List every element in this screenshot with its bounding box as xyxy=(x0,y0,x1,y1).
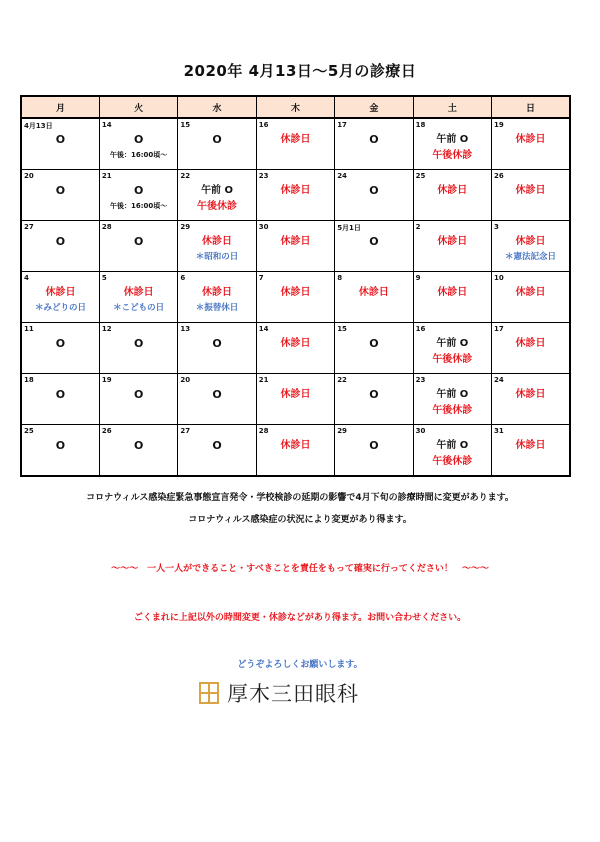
calendar-week-row xyxy=(21,323,570,374)
closed-label: 休診日 xyxy=(280,236,311,247)
calendar-day-cell xyxy=(99,374,177,425)
calendar-day-cell xyxy=(21,425,99,477)
calendar-day-cell xyxy=(492,170,570,221)
weekday-sat: 土 xyxy=(413,96,491,118)
afternoon-note: 午後：16:00頃～ xyxy=(109,202,168,210)
closed-label: 午後休診 xyxy=(197,201,238,212)
calendar-day-cell xyxy=(413,323,491,374)
day-status xyxy=(178,285,255,315)
calendar-day-cell xyxy=(21,272,99,323)
day-number: 11 xyxy=(24,325,34,333)
open-mark: O xyxy=(133,133,144,146)
open-mark: O xyxy=(55,133,66,146)
day-number: 26 xyxy=(101,427,112,435)
day-status xyxy=(178,438,255,454)
day-number: 30 xyxy=(258,223,269,231)
weekday-thu: 木 xyxy=(256,96,334,118)
day-status xyxy=(414,132,491,164)
calendar-day-cell xyxy=(21,118,99,170)
morning-open-label: 午前 O xyxy=(436,134,469,145)
closed-label: 休診日 xyxy=(202,236,233,247)
calendar-week-row xyxy=(21,221,570,272)
day-number: 7 xyxy=(258,274,264,282)
day-status xyxy=(492,285,569,301)
notice-possible-change: コロナウィルス感染症の状況により変更があり得ます。 xyxy=(188,515,412,525)
clinic-name: 厚木三田眼科 xyxy=(227,682,359,706)
morning-open-label: 午前 O xyxy=(436,389,469,400)
open-mark: O xyxy=(369,133,379,146)
closed-label: 休診日 xyxy=(515,287,546,298)
calendar-day-cell xyxy=(178,272,256,323)
day-status xyxy=(178,132,255,148)
notice-schedule-change: コロナウィルス感染症緊急事態宣言発令・学校検診の延期の影響で4月下旬の診療時間に変更があります。 xyxy=(86,493,514,503)
day-number: 20 xyxy=(180,376,191,384)
day-status xyxy=(22,336,99,352)
day-status xyxy=(257,183,334,199)
closed-label: 休診日 xyxy=(123,287,154,298)
closed-label: 休診日 xyxy=(437,185,468,196)
calendar-day-cell xyxy=(413,272,491,323)
closed-label: 休診日 xyxy=(437,236,468,247)
day-number: 22 xyxy=(180,172,191,180)
day-number: 23 xyxy=(258,172,269,180)
calendar-day-cell xyxy=(21,374,99,425)
day-status xyxy=(100,285,177,315)
day-number: 5 xyxy=(101,274,107,282)
closed-label: 休診日 xyxy=(437,287,468,298)
calendar-day-cell xyxy=(99,323,177,374)
day-number: 23 xyxy=(415,376,426,384)
calendar-day-cell xyxy=(99,425,177,477)
day-number: 27 xyxy=(180,427,191,435)
day-status xyxy=(22,234,99,250)
calendar-day-cell xyxy=(99,170,177,221)
notice-thanks: どうぞよろしくお願いします。 xyxy=(237,660,363,670)
open-mark: O xyxy=(369,235,379,248)
day-number: 27 xyxy=(24,223,34,231)
calendar-day-cell xyxy=(492,425,570,477)
day-number: 15 xyxy=(337,325,347,333)
day-status xyxy=(100,387,177,403)
day-status xyxy=(414,234,491,250)
calendar-day-cell xyxy=(21,323,99,374)
holiday-label: ＊憲法記念日 xyxy=(505,252,557,262)
closed-label: 午後休診 xyxy=(432,354,473,365)
day-status xyxy=(257,336,334,352)
day-number: 14 xyxy=(258,325,269,333)
clinic-logo-icon xyxy=(199,682,219,704)
open-mark: O xyxy=(369,388,379,401)
calendar-day-cell xyxy=(178,425,256,477)
closed-label: 休診日 xyxy=(515,134,546,145)
open-mark: O xyxy=(212,388,222,401)
day-status xyxy=(22,183,99,199)
day-status xyxy=(335,336,412,352)
closed-label: 休診日 xyxy=(45,287,76,298)
day-status xyxy=(100,438,177,454)
day-status xyxy=(178,183,255,215)
day-number: 30 xyxy=(415,427,426,435)
calendar-day-cell xyxy=(256,118,334,170)
calendar-day-cell xyxy=(256,221,334,272)
holiday-label: ＊みどりの日 xyxy=(34,303,86,313)
calendar-week-row xyxy=(21,374,570,425)
page-title: 2020年 4月13日～5月の診療日 xyxy=(183,62,417,80)
day-status xyxy=(335,183,412,199)
day-status xyxy=(335,387,412,403)
day-number: 14 xyxy=(101,121,112,129)
calendar-table xyxy=(20,95,571,477)
day-status xyxy=(257,285,334,301)
day-status xyxy=(257,234,334,250)
afternoon-note: 午後：16:00頃～ xyxy=(109,151,168,159)
calendar-day-cell xyxy=(178,118,256,170)
calendar-day-cell xyxy=(413,118,491,170)
closed-label: 休診日 xyxy=(202,287,233,298)
day-number: 18 xyxy=(24,376,34,384)
day-number: 21 xyxy=(101,172,112,180)
closed-label: 休診日 xyxy=(280,185,311,196)
day-number: 22 xyxy=(337,376,347,384)
calendar-day-cell xyxy=(178,170,256,221)
day-number: 26 xyxy=(494,172,504,180)
day-number: 4 xyxy=(24,274,29,282)
open-mark: O xyxy=(369,337,379,350)
closed-label: 午後休診 xyxy=(432,456,473,467)
day-number: 29 xyxy=(180,223,191,231)
day-number: 16 xyxy=(415,325,426,333)
day-status xyxy=(22,132,99,148)
calendar-day-cell xyxy=(99,118,177,170)
open-mark: O xyxy=(212,133,222,146)
calendar-week-row xyxy=(21,118,570,170)
weekday-mon: 月 xyxy=(21,96,99,118)
day-number: 19 xyxy=(494,121,504,129)
calendar-week-row xyxy=(21,170,570,221)
weekday-sun: 日 xyxy=(492,96,570,118)
closed-label: 休診日 xyxy=(515,185,546,196)
calendar-day-cell xyxy=(492,118,570,170)
calendar-day-cell xyxy=(492,272,570,323)
calendar-day-cell xyxy=(178,374,256,425)
day-status xyxy=(100,234,177,250)
day-number: 2 xyxy=(415,223,421,231)
day-status xyxy=(414,387,491,419)
calendar-day-cell xyxy=(335,374,413,425)
day-status xyxy=(178,336,255,352)
calendar-day-cell xyxy=(256,323,334,374)
day-status xyxy=(100,183,177,213)
calendar-body xyxy=(21,118,570,476)
closed-label: 休診日 xyxy=(280,338,311,349)
day-number: 29 xyxy=(337,427,347,435)
day-number: 5月1日 xyxy=(337,224,361,232)
weekday-wed: 水 xyxy=(178,96,256,118)
day-number: 8 xyxy=(337,274,343,282)
day-status xyxy=(414,438,491,470)
calendar-day-cell xyxy=(492,221,570,272)
day-number: 25 xyxy=(415,172,426,180)
day-number: 18 xyxy=(415,121,426,129)
notice-other-changes: ごくまれに上記以外の時間変更・休診などがあり得ます。お問い合わせください。 xyxy=(133,613,467,623)
day-number: 28 xyxy=(258,427,269,435)
day-number: 24 xyxy=(337,172,347,180)
weekday-tue: 火 xyxy=(99,96,177,118)
calendar-day-cell xyxy=(256,272,334,323)
calendar-day-cell xyxy=(413,374,491,425)
calendar-day-cell xyxy=(335,221,413,272)
closed-label: 休診日 xyxy=(280,287,311,298)
open-mark: O xyxy=(55,337,66,350)
open-mark: O xyxy=(55,235,66,248)
open-mark: O xyxy=(133,235,144,248)
day-number: 25 xyxy=(24,427,34,435)
open-mark: O xyxy=(369,439,379,452)
day-status xyxy=(492,234,569,264)
calendar-day-cell xyxy=(335,272,413,323)
day-status xyxy=(100,132,177,162)
day-status xyxy=(492,336,569,352)
open-mark: O xyxy=(55,439,66,452)
day-number: 15 xyxy=(180,121,191,129)
calendar-week-row xyxy=(21,425,570,477)
day-number: 21 xyxy=(258,376,269,384)
calendar-day-cell xyxy=(413,221,491,272)
day-status xyxy=(335,132,412,148)
day-status xyxy=(22,387,99,403)
day-status xyxy=(100,336,177,352)
day-status xyxy=(414,285,491,301)
day-number: 10 xyxy=(494,274,504,282)
closed-label: 午後休診 xyxy=(432,150,473,161)
morning-open-label: 午前 O xyxy=(436,338,469,349)
day-number: 16 xyxy=(258,121,269,129)
day-number: 31 xyxy=(494,427,504,435)
day-status xyxy=(178,387,255,403)
day-status xyxy=(335,234,412,250)
notice-appeal: ～～～ 一人一人ができること・すべきことを責任をもって確実に行ってください！ ～～～ xyxy=(111,564,489,574)
calendar-day-cell xyxy=(335,425,413,477)
day-status xyxy=(257,387,334,403)
calendar-day-cell xyxy=(335,118,413,170)
day-number: 19 xyxy=(101,376,112,384)
calendar-day-cell xyxy=(413,170,491,221)
open-mark: O xyxy=(212,337,222,350)
day-number: 17 xyxy=(494,325,504,333)
calendar-day-cell xyxy=(178,323,256,374)
day-status xyxy=(414,336,491,368)
calendar-day-cell xyxy=(335,323,413,374)
day-status xyxy=(257,438,334,454)
day-number: 4月13日 xyxy=(24,122,53,130)
day-number: 6 xyxy=(180,274,186,282)
day-status xyxy=(492,183,569,199)
day-number: 28 xyxy=(101,223,112,231)
morning-open-label: 午前 O xyxy=(201,185,234,196)
morning-open-label: 午前 O xyxy=(436,440,469,451)
open-mark: O xyxy=(133,388,144,401)
calendar-day-cell xyxy=(99,272,177,323)
day-number: 9 xyxy=(415,274,421,282)
open-mark: O xyxy=(369,184,379,197)
day-number: 12 xyxy=(101,325,112,333)
holiday-label: ＊振替休日 xyxy=(195,303,239,313)
closed-label: 午後休診 xyxy=(432,405,473,416)
weekday-header-row xyxy=(21,96,570,118)
open-mark: O xyxy=(133,337,144,350)
closed-label: 休診日 xyxy=(515,338,546,349)
weekday-fri: 金 xyxy=(335,96,413,118)
closed-label: 休診日 xyxy=(515,389,546,400)
calendar-week-row xyxy=(21,272,570,323)
calendar-day-cell xyxy=(256,170,334,221)
day-status xyxy=(492,132,569,148)
closed-label: 休診日 xyxy=(280,440,311,451)
calendar-day-cell xyxy=(335,170,413,221)
calendar-day-cell xyxy=(21,221,99,272)
day-number: 24 xyxy=(494,376,504,384)
holiday-label: ＊昭和の日 xyxy=(195,252,239,262)
day-number: 13 xyxy=(180,325,191,333)
closed-label: 休診日 xyxy=(515,236,546,247)
calendar-day-cell xyxy=(99,221,177,272)
day-status xyxy=(178,234,255,264)
clinic-logo xyxy=(199,678,359,708)
day-status xyxy=(22,285,99,315)
day-status xyxy=(22,438,99,454)
calendar-day-cell xyxy=(256,374,334,425)
closed-label: 休診日 xyxy=(358,287,389,298)
day-status xyxy=(492,438,569,454)
day-number: 3 xyxy=(494,223,499,231)
calendar-day-cell xyxy=(492,374,570,425)
day-status xyxy=(257,132,334,148)
day-status xyxy=(335,285,412,301)
day-status xyxy=(492,387,569,403)
open-mark: O xyxy=(55,388,66,401)
closed-label: 休診日 xyxy=(280,389,311,400)
day-number: 17 xyxy=(337,121,347,129)
closed-label: 休診日 xyxy=(280,134,311,145)
calendar-day-cell xyxy=(21,170,99,221)
calendar-day-cell xyxy=(178,221,256,272)
day-status xyxy=(414,183,491,199)
closed-label: 休診日 xyxy=(515,440,546,451)
open-mark: O xyxy=(212,439,222,452)
open-mark: O xyxy=(55,184,66,197)
day-number: 20 xyxy=(24,172,34,180)
calendar-day-cell xyxy=(492,323,570,374)
holiday-label: ＊こどもの日 xyxy=(113,303,165,313)
calendar-day-cell xyxy=(413,425,491,477)
calendar-day-cell xyxy=(256,425,334,477)
open-mark: O xyxy=(133,184,144,197)
open-mark: O xyxy=(133,439,144,452)
day-status xyxy=(335,438,412,454)
